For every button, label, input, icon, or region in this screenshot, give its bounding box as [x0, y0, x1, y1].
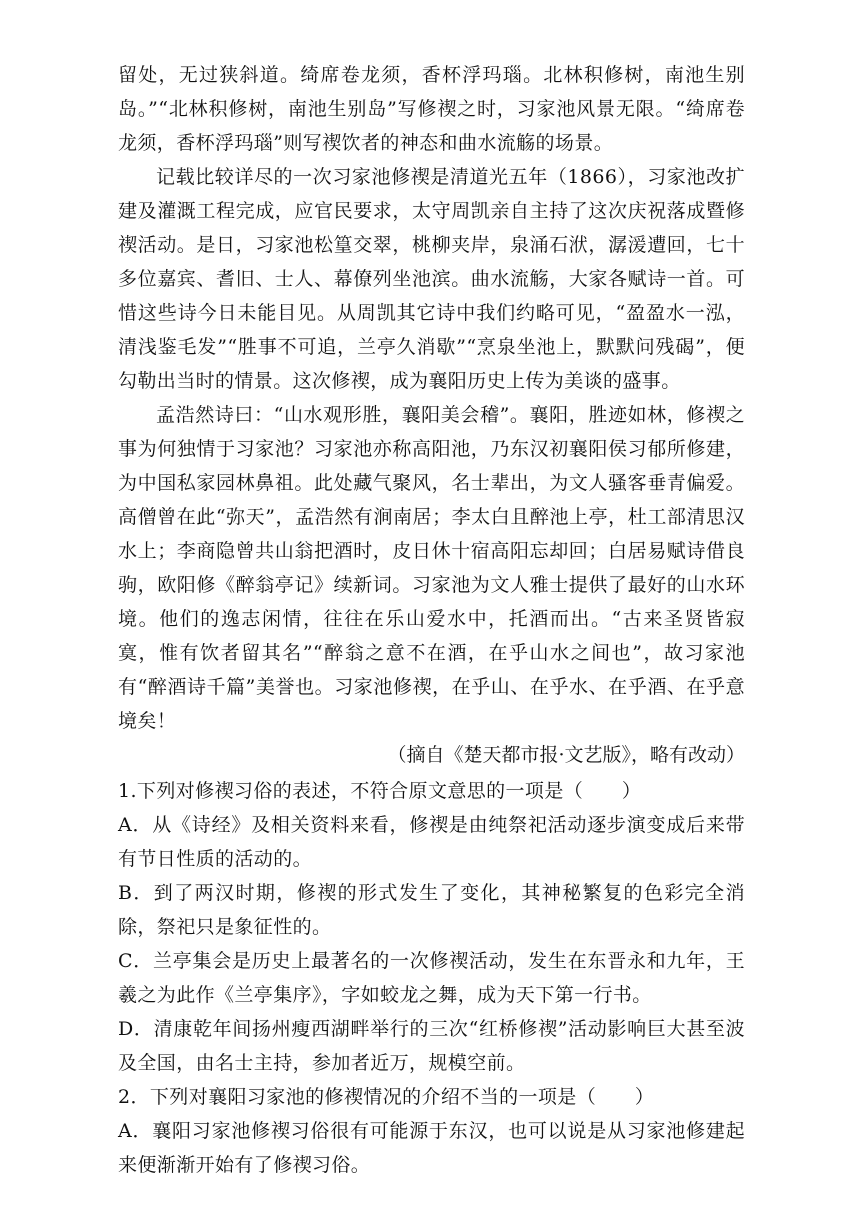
- question-1-option-b: B．到了两汉时期，修禊的形式发生了变化，其神秘繁复的色彩完全消除，祭祀只是象征性的。: [118, 882, 745, 938]
- question-1: [118, 774, 745, 1080]
- question-2: [118, 1080, 745, 1182]
- question-1-option-c: C．兰亭集会是历史上最著名的一次修禊活动，发生在东晋永和九年，王羲之为此作《兰亭集序》，字如蛟龙之舞，成为天下第一行书。: [118, 950, 745, 1006]
- document-page: [118, 58, 745, 1182]
- article-paragraph-2: 记载比较详尽的一次习家池修禊是清道光五年（1866），习家池改扩建及灌溉工程完成，应官民要求，太守周凯亲自主持了这次庆祝落成暨修禊活动。是日，习家池松篁交翠，桃柳夹岸，泉涌石洑，潺湲遭回，七十多位嘉宾、耆旧、士人、幕僚列坐池滨。曲水流觞，大家各赋诗一首。可惜这些诗今日未能目见。从周凯其它诗中我们约略可见，“盈盈水一泓，清浅鉴毛发”“胜事不可追，兰亭久消歇”“烹泉坐池上，默默问残碣”，便勾勒出当时的情景。这次修禊，成为襄阳历史上传为美谈的盛事。: [118, 166, 745, 392]
- question-1-stem: 1.下列对修禊习俗的表述，不符合原文意思的一项是（ ）: [118, 780, 642, 802]
- article-paragraph-1: 留处，无过狭斜道。绮席卷龙须，香杯浮玛瑙。北林积修树，南池生别岛。”“北林积修树，南池生别岛”写修禊之时，习家池风景无限。“绮席卷龙须，香杯浮玛瑙”则写禊饮者的神态和曲水流觞的场景。: [118, 64, 745, 154]
- question-1-option-a: A．从《诗经》及相关资料来看，修禊是由纯祭祀活动逐步演变成后来带有节日性质的活动的。: [118, 814, 745, 870]
- article-source: （摘自《楚天都市报·文艺版》，略有改动）: [387, 744, 745, 766]
- question-1-option-d: D．清康乾年间扬州瘦西湖畔举行的三次“红桥修禊”活动影响巨大甚至波及全国，由名士主持，参加者近万，规模空前。: [118, 1018, 745, 1074]
- article-paragraph-3: 孟浩然诗曰：“山水观形胜，襄阳美会稽”。襄阳，胜迹如林，修禊之事为何独情于习家池？习家池亦称高阳池，乃东汉初襄阳侯习郁所修建，为中国私家园林鼻祖。此处藏气聚风，名士辈出，为文人骚客垂青偏爱。高僧曾在此“弥天”，孟浩然有涧南居；李太白且醉池上亭，杜工部清思汉水上；李商隐曾共山翁把酒时，皮日休十宿高阳忘却回；白居易赋诗借良驹，欧阳修《醉翁亭记》续新词。习家池为文人雅士提供了最好的山水环境。他们的逸志闲情，往往在乐山爱水中，托酒而出。“古来圣贤皆寂寞，惟有饮者留其名”“醉翁之意不在酒，在乎山水之间也”，故习家池有“醉酒诗千篇”美誉也。习家池修禊，在乎山、在乎水、在乎酒、在乎意境矣！: [118, 404, 745, 732]
- question-2-stem: 2．下列对襄阳习家池的修禊情况的介绍不当的一项是（ ）: [118, 1086, 655, 1108]
- question-2-option-a: A．襄阳习家池修禊习俗很有可能源于东汉，也可以说是从习家池修建起来便渐渐开始有了修禊习俗。: [118, 1120, 745, 1176]
